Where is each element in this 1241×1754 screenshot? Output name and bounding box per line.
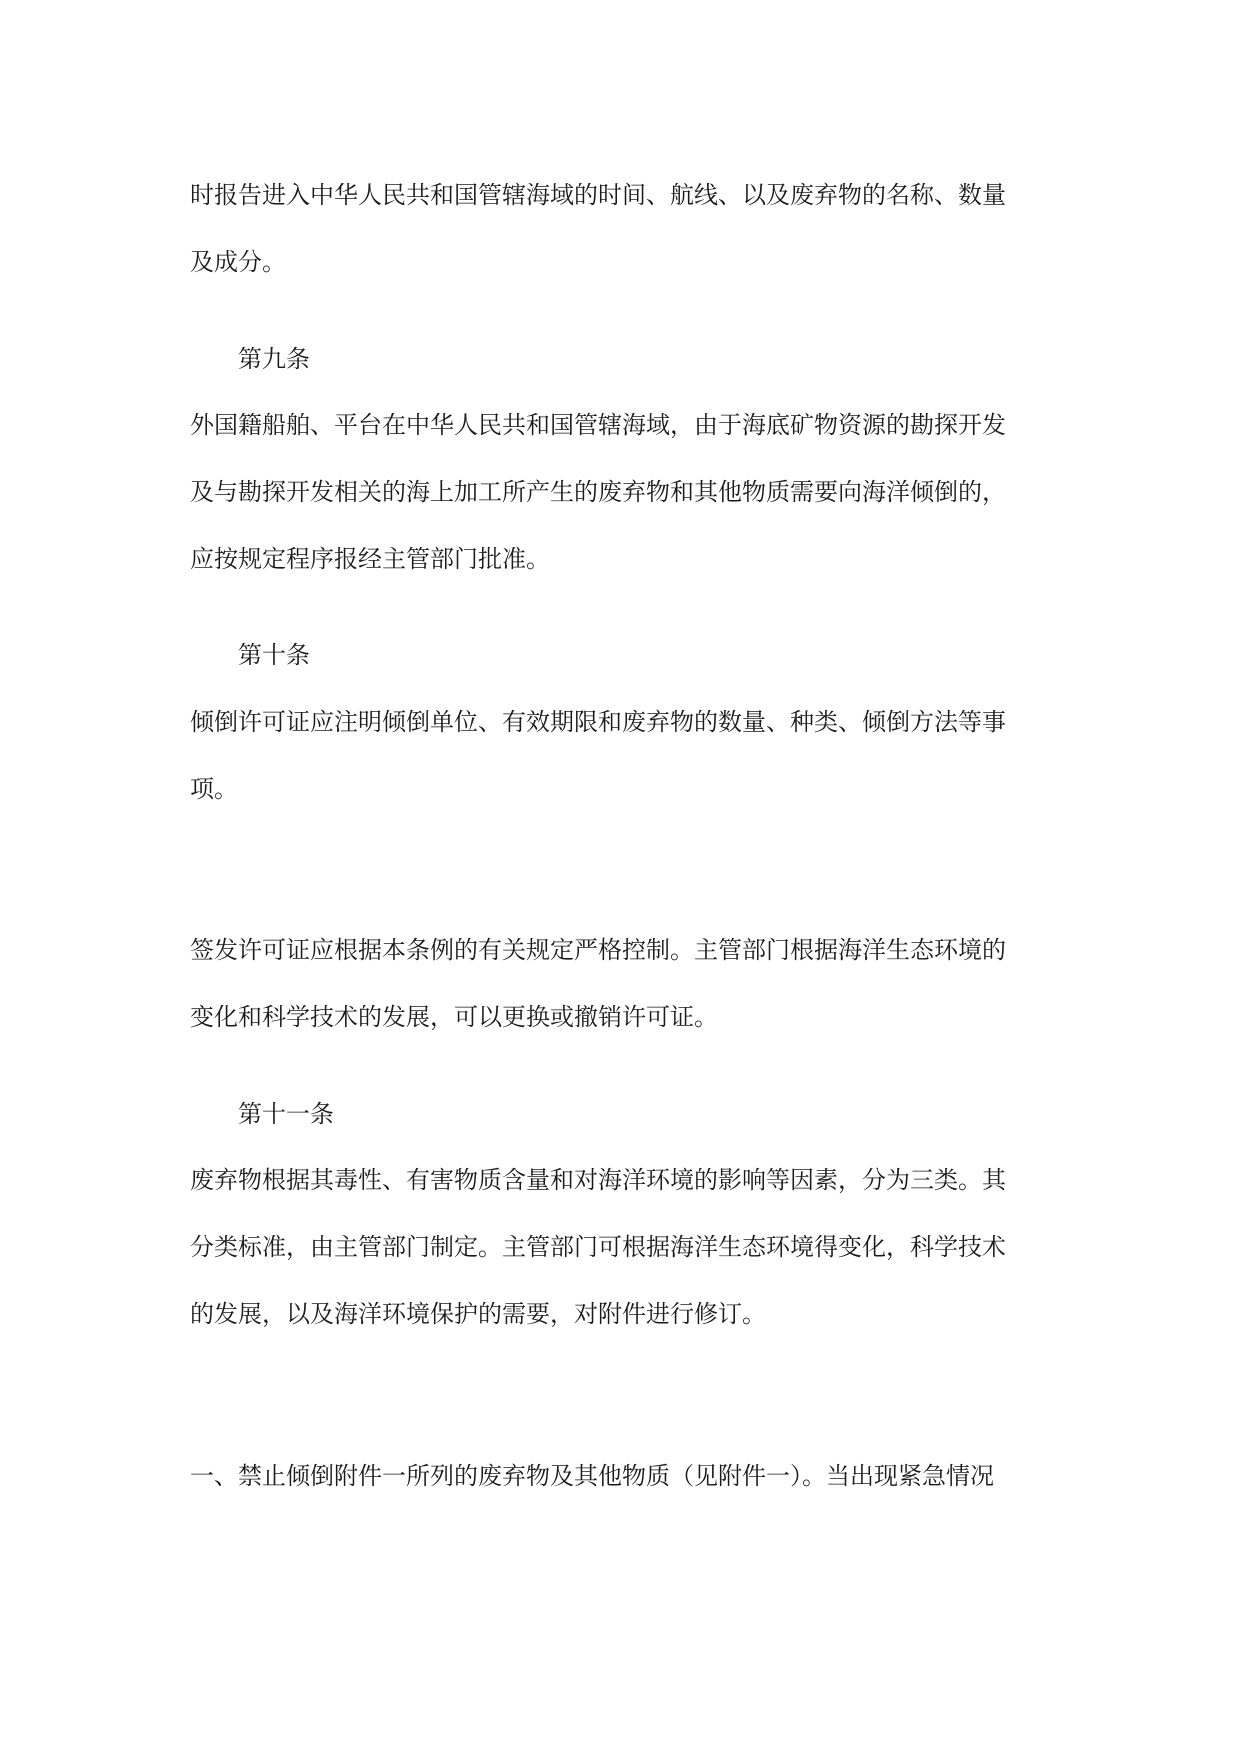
body-text-line: 及成分。 <box>190 248 286 276</box>
article-heading: 第十一条 <box>238 1100 334 1128</box>
body-text-line: 应按规定程序报经主管部门批准。 <box>190 545 550 573</box>
body-text-line: 项。 <box>190 775 238 803</box>
body-text-line: 一、禁止倾倒附件一所列的废弃物及其他物质（见附件一）。当出现紧急情况 <box>190 1462 994 1490</box>
body-text-line: 分类标准，由主管部门制定。主管部门可根据海洋生态环境得变化，科学技术 <box>190 1233 1006 1261</box>
article-heading: 第十条 <box>238 641 310 669</box>
body-text-line: 的发展，以及海洋环境保护的需要，对附件进行修订。 <box>190 1300 766 1328</box>
article-heading: 第九条 <box>238 345 310 373</box>
body-text-line: 外国籍船舶、平台在中华人民共和国管辖海域，由于海底矿物资源的勘探开发 <box>190 411 1006 439</box>
body-text-line: 及与勘探开发相关的海上加工所产生的废弃物和其他物质需要向海洋倾倒的， <box>190 478 1006 506</box>
body-text-line: 变化和科学技术的发展，可以更换或撤销许可证。 <box>190 1003 718 1031</box>
body-text-line: 废弃物根据其毒性、有害物质含量和对海洋环境的影响等因素，分为三类。其 <box>190 1166 1006 1194</box>
body-text-line: 签发许可证应根据本条例的有关规定严格控制。主管部门根据海洋生态环境的 <box>190 936 1006 964</box>
body-text-line: 时报告进入中华人民共和国管辖海域的时间、航线、以及废弃物的名称、数量 <box>190 181 1006 209</box>
body-text-line: 倾倒许可证应注明倾倒单位、有效期限和废弃物的数量、种类、倾倒方法等事 <box>190 708 1006 736</box>
